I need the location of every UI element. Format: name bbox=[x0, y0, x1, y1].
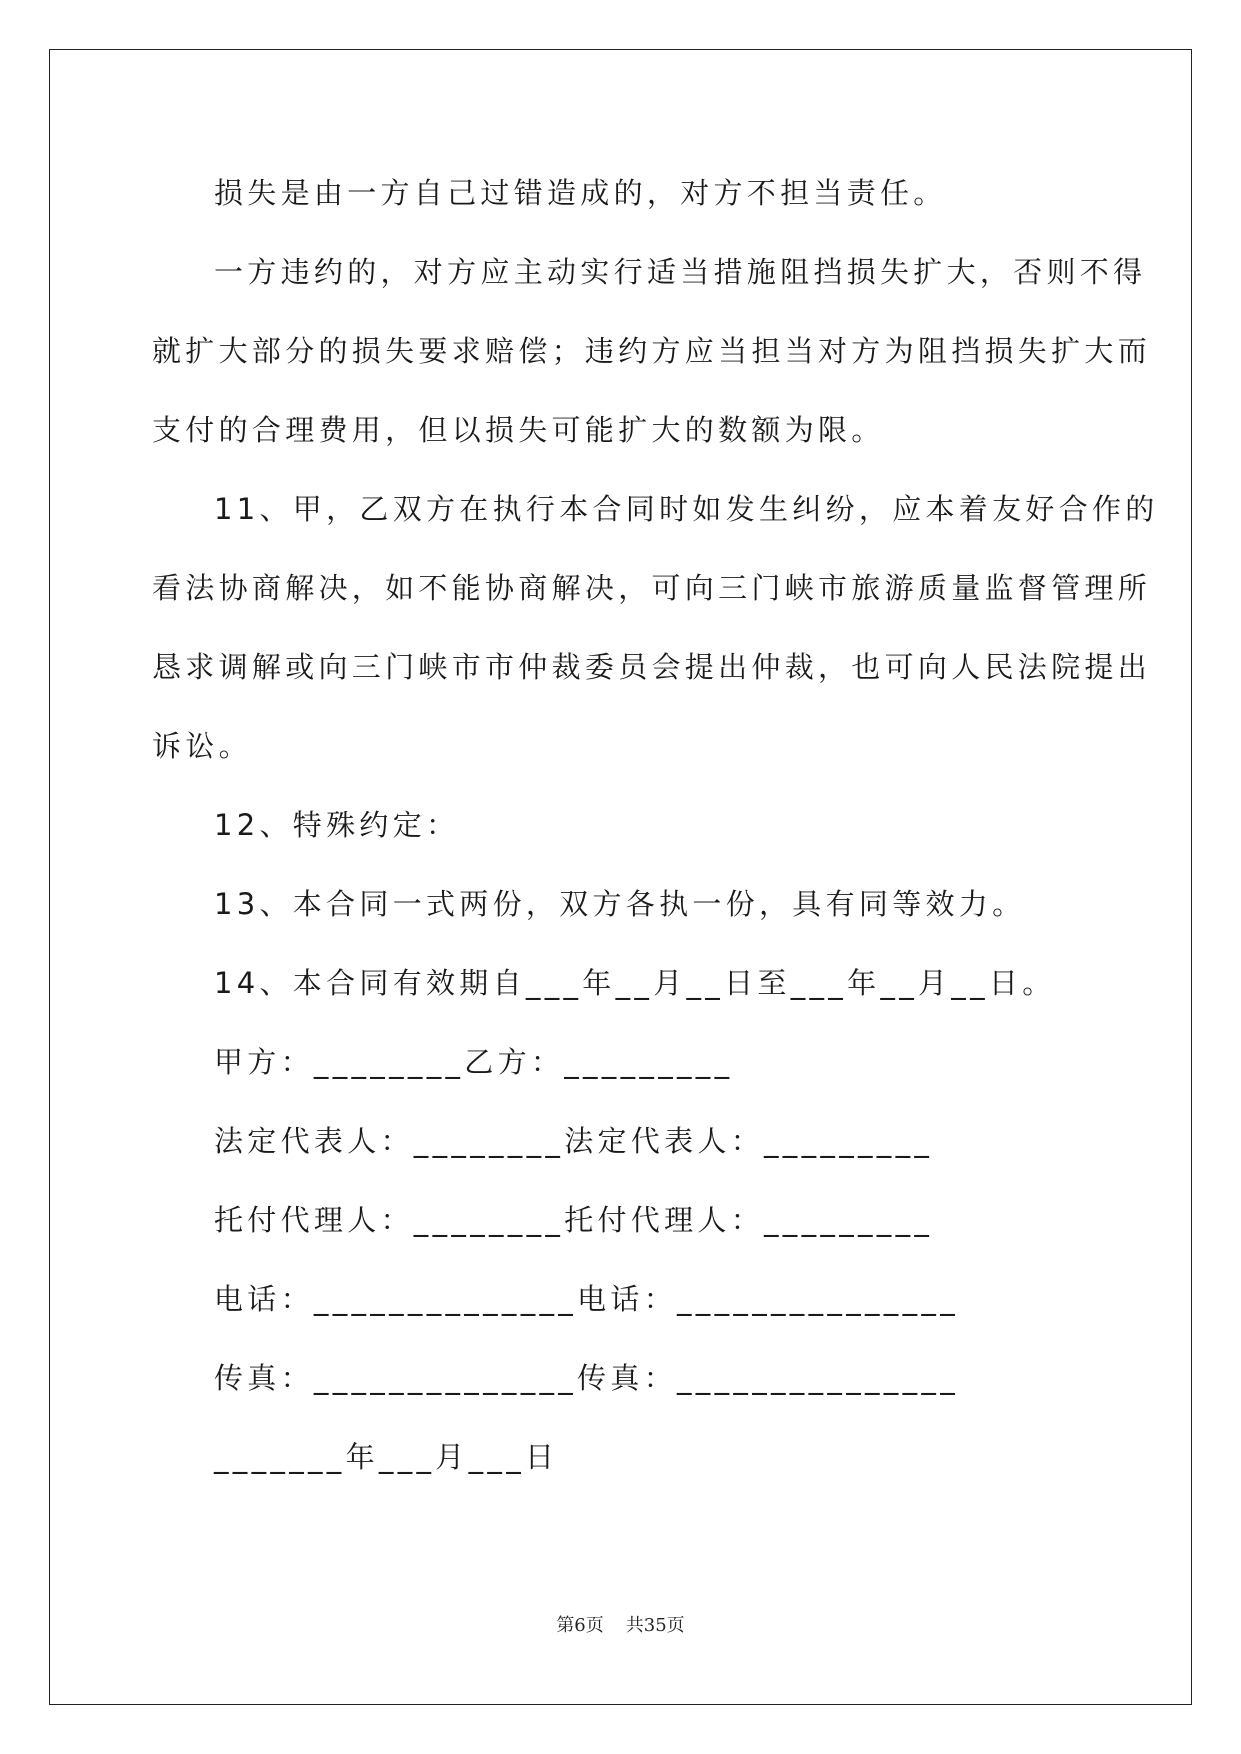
text-line-8: 诉讼。 bbox=[152, 729, 252, 763]
text-line-5: 11、甲，乙双方在执行本合同时如发生纠纷，应本着友好合作的 bbox=[214, 492, 1159, 526]
text-line-7: 恳求调解或向三门峡市市仲裁委员会提出仲裁，也可向人民法院提出 bbox=[152, 650, 1152, 684]
signature-line-party: 甲方：________乙方：_________ bbox=[214, 1045, 734, 1079]
text-line-10: 13、本合同一式两份，双方各执一份，具有同等效力。 bbox=[214, 887, 1026, 921]
text-line-11: 14、本合同有效期自___年__月__日至___年__月__日。 bbox=[214, 966, 1056, 1000]
signature-line-phone: 电话：______________电话：_______________ bbox=[214, 1282, 959, 1316]
page-footer bbox=[0, 1614, 1241, 1638]
current-page-label: 第6页 bbox=[556, 1615, 604, 1636]
signature-line-agent: 托付代理人：________托付代理人：_________ bbox=[214, 1203, 934, 1237]
signature-line-date: _______年___月___日 bbox=[214, 1440, 559, 1474]
text-line-1: 损失是由一方自己过错造成的，对方不担当责任。 bbox=[214, 176, 947, 210]
text-line-9: 12、特殊约定： bbox=[214, 808, 460, 842]
signature-line-fax: 传真：______________传真：_______________ bbox=[214, 1361, 959, 1395]
text-line-2: 一方违约的，对方应主动实行适当措施阻挡损失扩大，否则不得 bbox=[214, 255, 1147, 289]
total-pages-label: 共35页 bbox=[625, 1615, 685, 1636]
text-line-4: 支付的合理费用，但以损失可能扩大的数额为限。 bbox=[152, 413, 885, 447]
signature-line-legal-rep: 法定代表人：________法定代表人：_________ bbox=[214, 1124, 934, 1158]
text-line-3: 就扩大部分的损失要求赔偿；违约方应当担当对方为阻挡损失扩大而 bbox=[152, 334, 1152, 368]
text-line-6: 看法协商解决，如不能协商解决，可向三门峡市旅游质量监督管理所 bbox=[152, 571, 1152, 605]
